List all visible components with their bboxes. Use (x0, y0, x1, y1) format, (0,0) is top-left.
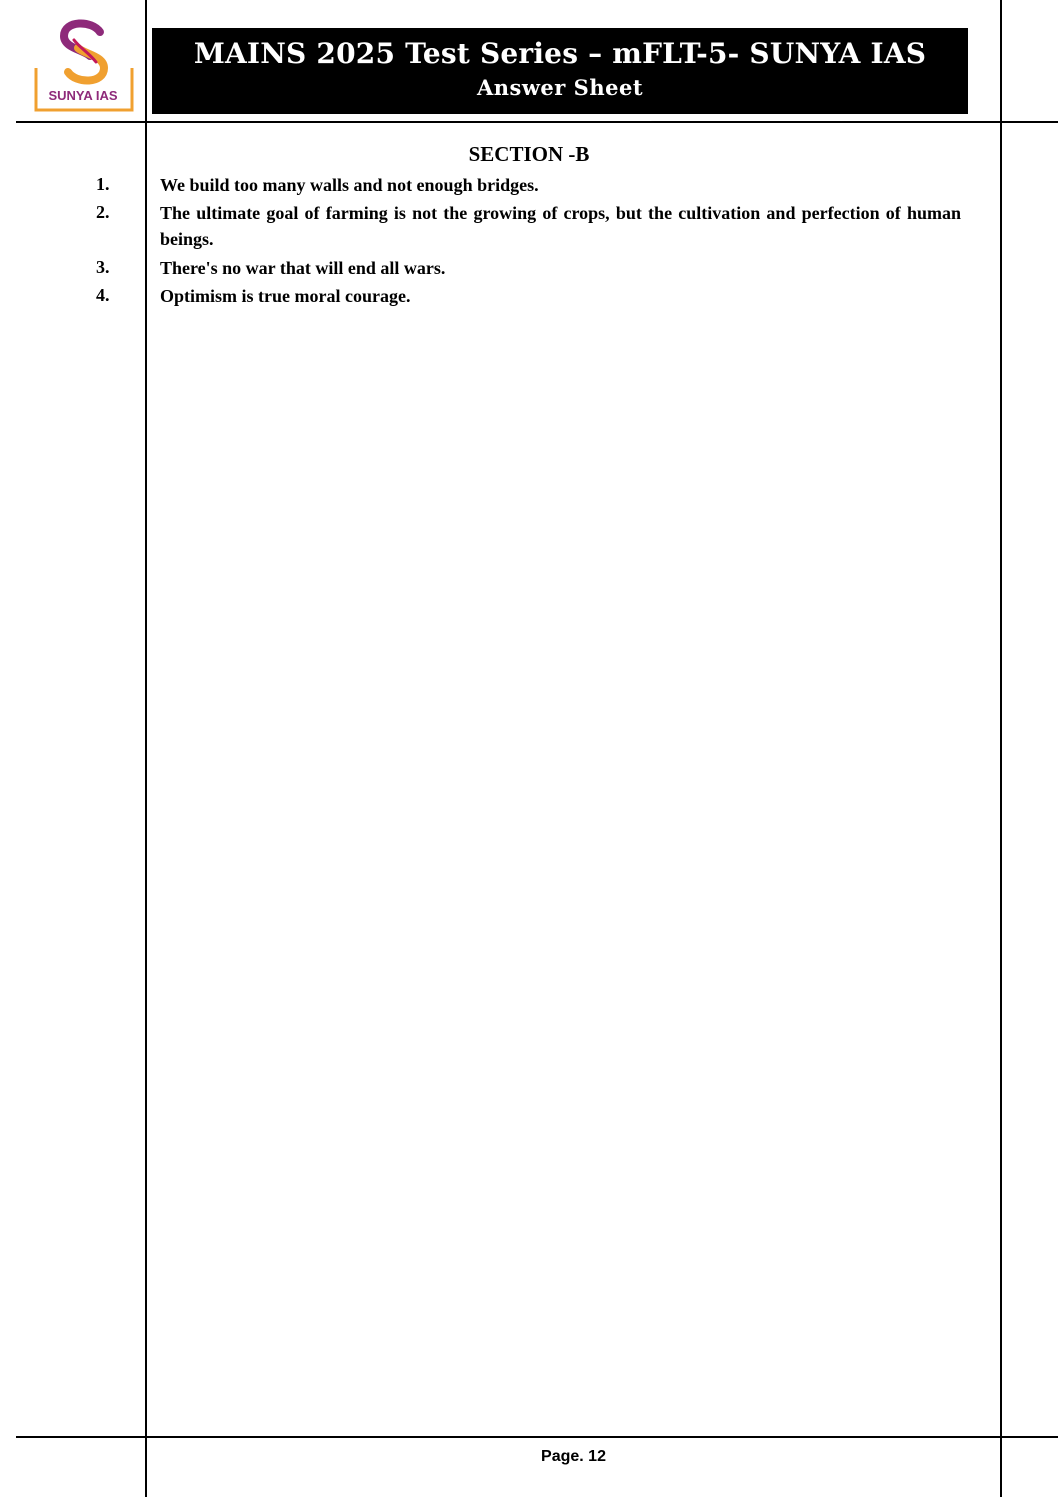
header-divider (16, 121, 1058, 123)
question-number: 3. (96, 257, 110, 277)
question-text: The ultimate goal of farming is not the growing of crops, but the cultivation and perfection of human beings. (160, 203, 961, 249)
header-banner (152, 28, 968, 114)
question-text: We build too many walls and not enough bridges. (160, 175, 539, 195)
right-margin-line (1000, 0, 1002, 1497)
page-subtitle: Answer Sheet (476, 75, 644, 100)
question-number: 2. (96, 202, 110, 222)
question-number: 4. (96, 285, 110, 305)
page-title: MAINS 2025 Test Series – mFLT-5- SUNYA IAS (193, 37, 927, 70)
left-margin-line (145, 0, 147, 1497)
footer-divider (16, 1436, 1058, 1438)
page-number: Page. 12 (541, 1448, 606, 1465)
question-text: There's no war that will end all wars. (160, 258, 446, 278)
logo-brand-text: SUNYA IAS (48, 88, 118, 103)
question-number: 1. (96, 174, 110, 194)
section-heading: SECTION -B (468, 142, 590, 166)
sunya-ias-logo (34, 18, 134, 114)
question-text: Optimism is true moral courage. (160, 286, 411, 306)
